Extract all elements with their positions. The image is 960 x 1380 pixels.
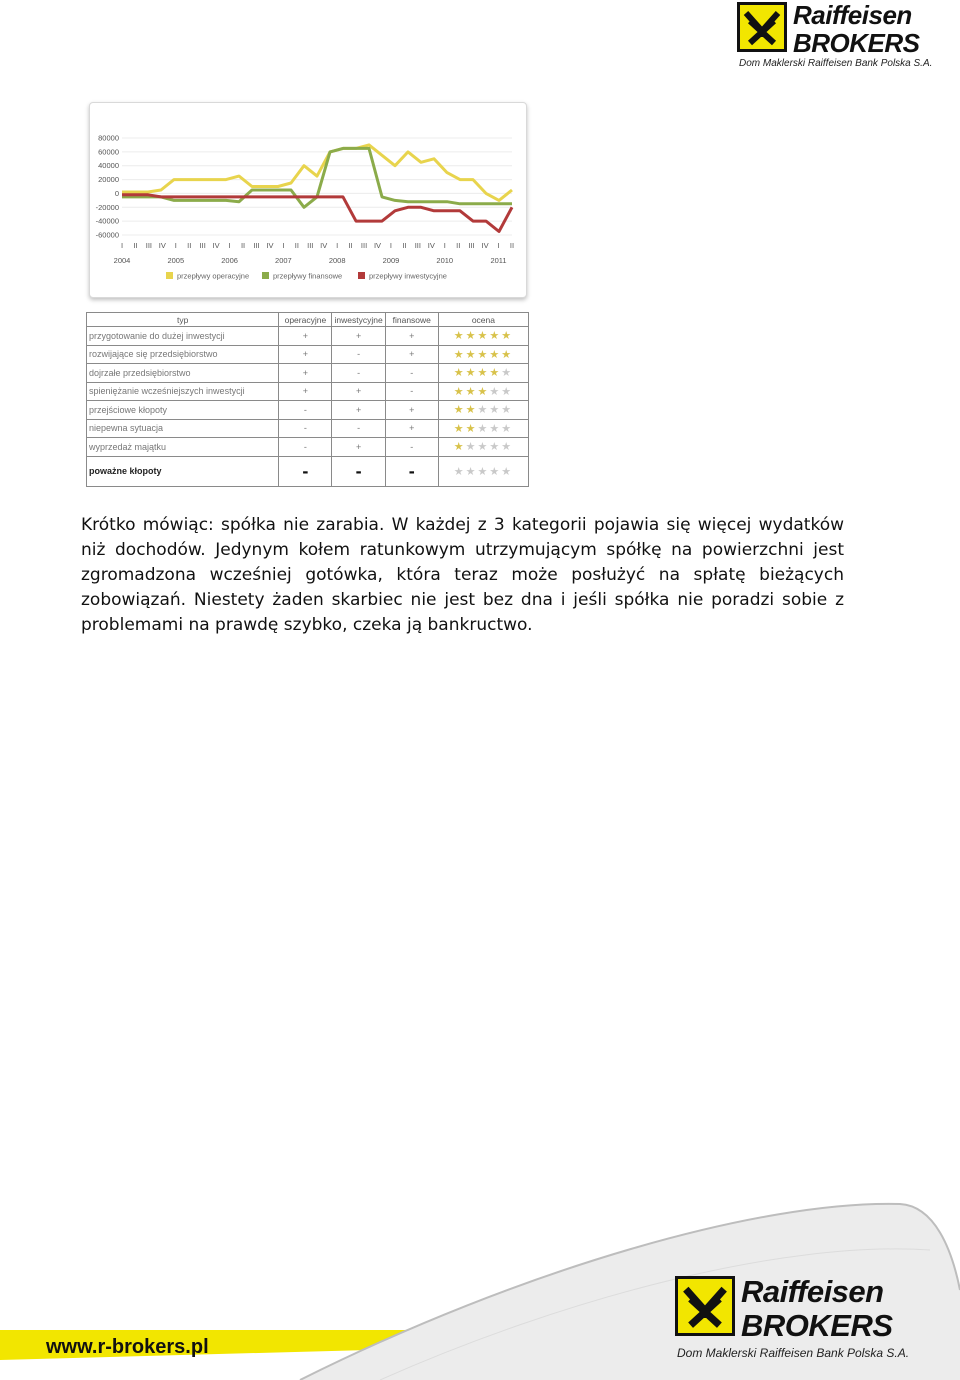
x-quarter-label: III bbox=[145, 241, 153, 250]
row-fin: + bbox=[385, 419, 438, 438]
legend-label: przepływy finansowe bbox=[273, 271, 343, 281]
x-year-label: 2004 bbox=[113, 256, 131, 265]
row-inv: - bbox=[332, 345, 385, 364]
star-icon: ★ bbox=[465, 422, 478, 435]
row-inv: - bbox=[332, 419, 385, 438]
row-inv: + bbox=[332, 401, 385, 420]
row-fin: + bbox=[385, 345, 438, 364]
star-icon: ★ bbox=[465, 367, 478, 380]
x-quarter-label: I bbox=[443, 241, 446, 250]
star-rating bbox=[438, 419, 528, 438]
star-icon: ★ bbox=[477, 441, 490, 454]
x-quarter-label: I bbox=[120, 241, 124, 250]
x-quarter-label: IV bbox=[158, 241, 166, 250]
x-year-label: 2009 bbox=[382, 256, 400, 265]
table-row bbox=[87, 456, 529, 486]
star-rating bbox=[438, 364, 528, 383]
row-inv: - bbox=[332, 364, 385, 383]
row-type: poważne kłopoty bbox=[87, 456, 279, 486]
legend-label: przepływy operacyjne bbox=[177, 271, 250, 281]
y-tick-label: -40000 bbox=[95, 216, 119, 226]
x-quarter-label: II bbox=[240, 241, 246, 250]
row-fin: + bbox=[385, 327, 438, 346]
table-row bbox=[87, 382, 529, 401]
table-row bbox=[87, 345, 529, 364]
row-inv: + bbox=[332, 438, 385, 457]
row-fin: - bbox=[385, 438, 438, 457]
x-quarter-label: I bbox=[389, 241, 393, 250]
header-operacyjne: operacyjne bbox=[279, 313, 332, 327]
x-quarter-label: I bbox=[336, 241, 339, 250]
logo-line2: BROKERS bbox=[793, 28, 920, 58]
header-inwestycyjne: inwestycyjne bbox=[332, 313, 385, 327]
row-op: + bbox=[279, 345, 332, 364]
x-quarter-label: IV bbox=[212, 241, 220, 250]
star-icon: ★ bbox=[501, 367, 514, 380]
row-type: spieniężanie wcześniejszych inwestycji bbox=[87, 382, 279, 401]
star-icon: ★ bbox=[465, 330, 478, 343]
row-type: niepewna sytuacja bbox=[87, 419, 279, 438]
x-quarter-label: II bbox=[133, 241, 138, 250]
star-icon: ★ bbox=[477, 348, 490, 361]
legend-swatch bbox=[166, 272, 173, 279]
chart-svg bbox=[90, 103, 528, 299]
x-quarter-label: I bbox=[174, 241, 177, 250]
star-rating bbox=[438, 401, 528, 420]
star-icon: ★ bbox=[489, 422, 502, 435]
x-year-label: 2008 bbox=[328, 256, 346, 265]
x-year-label: 2005 bbox=[167, 256, 185, 265]
logo-line1: Raiffeisen bbox=[793, 0, 912, 30]
y-tick-label: 80000 bbox=[98, 133, 119, 143]
star-icon: ★ bbox=[477, 422, 490, 435]
star-icon: ★ bbox=[501, 404, 514, 417]
x-year-label: 2006 bbox=[221, 256, 238, 265]
x-quarter-label: III bbox=[360, 241, 368, 250]
footer-logo bbox=[675, 1276, 893, 1341]
x-year-label: 2007 bbox=[275, 256, 292, 265]
y-tick-label: 0 bbox=[114, 188, 119, 198]
row-fin: - bbox=[385, 382, 438, 401]
x-quarter-label: IV bbox=[373, 241, 382, 250]
x-quarter-label: IV bbox=[266, 241, 274, 250]
table-row bbox=[87, 401, 529, 420]
star-icon: ★ bbox=[477, 465, 490, 478]
star-icon: ★ bbox=[477, 404, 490, 417]
row-op: - bbox=[279, 438, 332, 457]
table-row bbox=[87, 364, 529, 383]
row-type: rozwijające się przedsiębiorstwo bbox=[87, 345, 279, 364]
star-rating bbox=[438, 438, 528, 457]
x-quarter-label: II bbox=[348, 241, 353, 250]
x-quarter-label: II bbox=[402, 241, 407, 250]
row-op: + bbox=[279, 327, 332, 346]
y-tick-label: -20000 bbox=[95, 202, 119, 212]
star-icon: ★ bbox=[501, 330, 514, 343]
x-quarter-label: II bbox=[509, 241, 515, 250]
legend-swatch bbox=[358, 272, 365, 279]
table-row bbox=[87, 438, 529, 457]
row-op: + bbox=[279, 382, 332, 401]
star-icon: ★ bbox=[489, 465, 502, 478]
x-quarter-label: III bbox=[414, 241, 421, 250]
x-quarter-label: III bbox=[307, 241, 314, 250]
star-icon: ★ bbox=[489, 330, 502, 343]
row-type: przygotowanie do dużej inwestycji bbox=[87, 327, 279, 346]
row-fin: - bbox=[385, 364, 438, 383]
row-inv: + bbox=[332, 382, 385, 401]
star-rating bbox=[438, 456, 528, 486]
row-fin: - bbox=[385, 456, 438, 486]
star-icon: ★ bbox=[501, 348, 514, 361]
x-quarter-label: I bbox=[497, 241, 500, 250]
table-row bbox=[87, 327, 529, 346]
y-tick-label: 40000 bbox=[98, 161, 119, 171]
star-icon: ★ bbox=[489, 367, 502, 380]
row-inv: - bbox=[332, 456, 385, 486]
row-op: - bbox=[279, 401, 332, 420]
star-rating bbox=[438, 345, 528, 364]
x-quarter-label: I bbox=[228, 241, 231, 250]
row-op: - bbox=[279, 419, 332, 438]
website-url[interactable]: www.r-brokers.pl bbox=[46, 1336, 209, 1358]
row-fin: + bbox=[385, 401, 438, 420]
logo-subtitle: Dom Maklerski Raiffeisen Bank Polska S.A. bbox=[739, 58, 933, 69]
star-icon: ★ bbox=[453, 422, 466, 435]
logo-subtitle: Dom Maklerski Raiffeisen Bank Polska S.A. bbox=[677, 1346, 910, 1360]
logo-line2: BROKERS bbox=[741, 1308, 893, 1343]
crossed-gables-icon bbox=[675, 1276, 735, 1336]
star-icon: ★ bbox=[465, 441, 478, 454]
crossed-gables-icon bbox=[737, 2, 787, 52]
x-year-label: 2011 bbox=[490, 256, 507, 265]
star-icon: ★ bbox=[501, 385, 514, 398]
header-finansowe: finansowe bbox=[385, 313, 438, 327]
header-logo bbox=[737, 2, 920, 56]
cashflow-chart bbox=[89, 102, 527, 298]
row-type: wyprzedaż majątku bbox=[87, 438, 279, 457]
row-type: dojrzałe przedsiębiorstwo bbox=[87, 364, 279, 383]
star-icon: ★ bbox=[477, 330, 490, 343]
x-quarter-label: IV bbox=[481, 241, 489, 250]
row-type: przejściowe kłopoty bbox=[87, 401, 279, 420]
star-icon: ★ bbox=[501, 465, 514, 478]
legend-label: przepływy inwestycyjne bbox=[369, 271, 447, 281]
star-icon: ★ bbox=[465, 465, 478, 478]
cashflow-rating-table bbox=[86, 312, 529, 487]
star-icon: ★ bbox=[489, 441, 502, 454]
star-icon: ★ bbox=[489, 404, 502, 417]
x-quarter-label: III bbox=[199, 241, 206, 250]
star-rating bbox=[438, 382, 528, 401]
table-header-row bbox=[87, 313, 529, 327]
series-line bbox=[122, 148, 512, 207]
row-op: - bbox=[279, 456, 332, 486]
star-icon: ★ bbox=[453, 465, 466, 478]
star-icon: ★ bbox=[489, 385, 502, 398]
star-icon: ★ bbox=[453, 385, 466, 398]
star-icon: ★ bbox=[453, 348, 466, 361]
x-quarter-label: II bbox=[456, 241, 461, 250]
x-quarter-label: I bbox=[282, 241, 285, 250]
x-quarter-label: IV bbox=[427, 241, 435, 250]
logo-line1: Raiffeisen bbox=[741, 1274, 884, 1309]
y-tick-label: 60000 bbox=[98, 147, 119, 157]
star-icon: ★ bbox=[453, 330, 466, 343]
star-icon: ★ bbox=[465, 385, 478, 398]
header-typ: typ bbox=[87, 313, 279, 327]
x-quarter-label: II bbox=[187, 241, 192, 250]
header-ocena: ocena bbox=[438, 313, 528, 327]
row-op: + bbox=[279, 364, 332, 383]
x-quarter-label: IV bbox=[320, 241, 328, 250]
x-year-label: 2010 bbox=[436, 256, 454, 265]
star-icon: ★ bbox=[453, 367, 466, 380]
star-icon: ★ bbox=[489, 348, 502, 361]
x-quarter-label: III bbox=[253, 241, 260, 250]
star-icon: ★ bbox=[477, 367, 490, 380]
star-icon: ★ bbox=[501, 422, 514, 435]
star-icon: ★ bbox=[465, 348, 478, 361]
body-paragraph: Krótko mówiąc: spółka nie zarabia. W każdej z 3 kategorii pojawia się więcej wydatków niż dochodów. Jedynym kołem ratunkowym utrzymującym spółkę na powierzchni jest zgromadzona wcześniej gotówka, która teraz może posłużyć na spłatę bieżących zobowiązań. Niestety żaden skarbiec nie jest bez dna i jeśli spółka nie poradzi sobie z problemami na prawdę szybko, czeka ją bankructwo. bbox=[81, 515, 844, 635]
star-icon: ★ bbox=[453, 441, 466, 454]
row-inv: + bbox=[332, 327, 385, 346]
star-icon: ★ bbox=[465, 404, 478, 417]
star-icon: ★ bbox=[453, 404, 466, 417]
y-tick-label: -60000 bbox=[95, 230, 119, 240]
x-quarter-label: II bbox=[294, 241, 299, 250]
x-quarter-label: III bbox=[468, 241, 475, 250]
y-tick-label: 20000 bbox=[98, 175, 119, 185]
star-icon: ★ bbox=[477, 385, 490, 398]
star-rating bbox=[438, 327, 528, 346]
table-row bbox=[87, 419, 529, 438]
legend-swatch bbox=[262, 272, 269, 279]
star-icon: ★ bbox=[501, 441, 514, 454]
